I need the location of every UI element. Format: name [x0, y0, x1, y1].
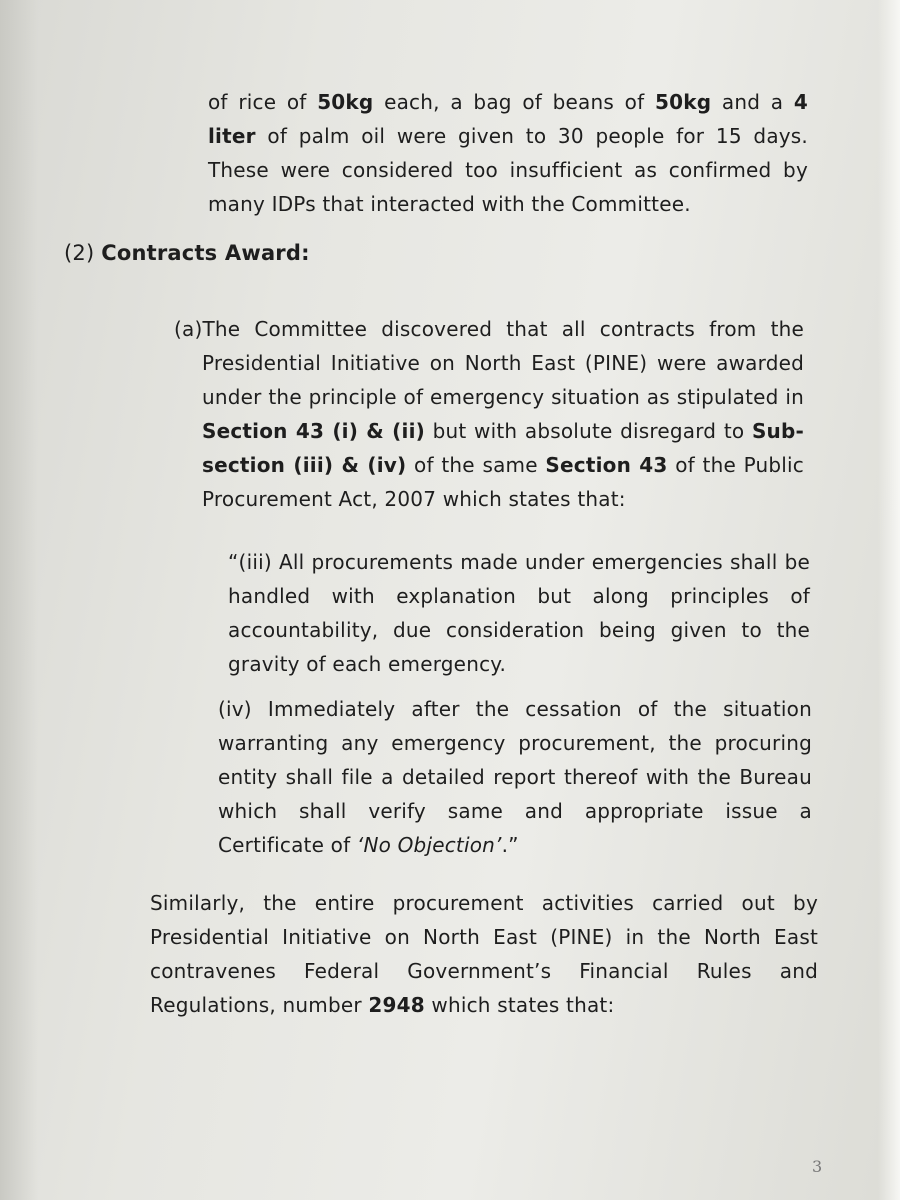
quote-subsection-iii: “(iii) All procurements made under emergencies shall be handled with explanation but along principles of accountability, due consideration being given to the gravity of each emergency.: [228, 550, 810, 676]
page-left-shadow: [0, 0, 38, 1200]
similarly-paragraph: Similarly, the entire procurement activities carried out by Presidential Initiative on North East (PINE) in the North East contravenes Federal Government’s Financial Rules and Regulations, number 2948 which states that:: [150, 891, 818, 1017]
paragraph-a-label: (a): [174, 317, 203, 341]
page-right-edge: [878, 0, 900, 1200]
food-distribution-paragraph: of rice of 50kg each, a bag of beans of 50kg and a 4 liter of palm oil were given to 30 people for 15 days. These were considered too insufficient as confirmed by many IDPs that interacted with the Committee.: [208, 90, 808, 216]
page-number: 3: [812, 1157, 823, 1176]
section-heading-contracts-award: (2) Contracts Award:: [64, 241, 310, 265]
paragraph-a: (a)The Committee discovered that all contracts from the Presidential Initiative on North East (PINE) were awarded under the principle of emergency situation as stipulated in Section 43 (i) & (ii) but with absolute disregard to Sub-section (iii) & (iv) of the same Section 43 of the Public Procurement Act, 2007 which states that:: [174, 317, 805, 511]
quote-subsection-iv: (iv) Immediately after the cessation of the situation warranting any emergency procurement, the procuring entity shall file a detailed report thereof with the Bureau which shall verify same and appropriate issue a Certificate of ‘No Objection’.”: [218, 697, 812, 857]
